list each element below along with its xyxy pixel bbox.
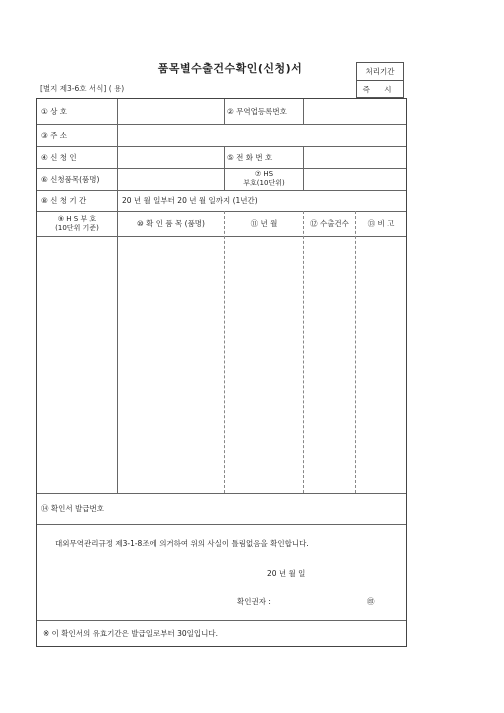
year-month-header: ⑪ 년 월 xyxy=(250,219,278,228)
applicant-field[interactable] xyxy=(118,146,223,168)
hs-column-header-bottom: (10단위 기준) xyxy=(55,223,99,232)
col-divider xyxy=(224,146,225,168)
export-count-header: ⑫ 수출건수 xyxy=(310,219,349,228)
hs-code-label-bottom: 부호(10단위) xyxy=(243,179,285,187)
seal-mark: ㊞ xyxy=(367,596,375,606)
row-divider xyxy=(37,524,406,525)
item-label: ⑥ 신청품목(품명) xyxy=(41,174,100,184)
issue-number-label: ⑭ 확인서 발급번호 xyxy=(41,504,104,513)
phone-label: ⑤ 전 화 번 호 xyxy=(227,152,273,162)
remarks-header: ⑬ 비 고 xyxy=(367,219,395,228)
phone-field[interactable] xyxy=(304,146,406,168)
row-divider xyxy=(37,236,406,237)
trade-name-field[interactable] xyxy=(118,99,223,124)
application-form-table xyxy=(36,98,407,647)
applicant-label: ④ 신 청 인 xyxy=(41,152,77,162)
processing-period-value: 즉 시 xyxy=(362,85,398,94)
trade-reg-no-label: ② 무역업등록번호 xyxy=(227,107,287,116)
period-label: ⑧ 신 청 기 간 xyxy=(41,196,87,205)
hs-code-label xyxy=(225,168,303,190)
col-divider xyxy=(117,211,118,493)
form-number: [별지 제3-6호 서식] ( 용) xyxy=(40,84,125,93)
confirmer-label: 확인권자 : xyxy=(237,596,271,606)
processing-period-label: 처리기간 xyxy=(357,63,403,81)
hs-column-header-top: ⑨ H S 부 호 xyxy=(57,214,97,223)
trade-name-label: ① 상 호 xyxy=(41,107,67,116)
form-title: 품목별수출건수확인(신청)서 xyxy=(157,62,303,75)
confirm-item-header: ⑩ 확 인 품 목 (품명) xyxy=(137,219,205,228)
trade-reg-no-field[interactable] xyxy=(304,99,406,124)
col-divider xyxy=(117,190,118,211)
hs-code-label-top: ⑦ HS xyxy=(254,170,274,178)
period-value: 20 년 월 일부터 20 년 월 일까지 (1년간) xyxy=(122,196,258,205)
processing-period-box xyxy=(356,62,404,98)
address-label: ③ 주 소 xyxy=(41,130,67,140)
validity-footnote: ※ 이 확인서의 유효기간은 발급일로부터 30일입니다. xyxy=(43,628,219,638)
col-divider-dashed xyxy=(224,211,225,493)
item-field[interactable] xyxy=(118,168,223,190)
col-divider-dashed xyxy=(303,211,304,493)
address-field[interactable] xyxy=(118,124,406,146)
hs-code-field[interactable] xyxy=(304,168,406,190)
date-line: 20 년 월 일 xyxy=(267,568,306,578)
hs-column-header xyxy=(37,211,117,236)
confirmation-statement: 대외무역관리규정 제3-1-8조에 의거하여 위의 사실이 틀림없음을 확인합니다. xyxy=(55,538,309,548)
col-divider-dashed xyxy=(355,211,356,493)
col-divider xyxy=(224,99,225,124)
